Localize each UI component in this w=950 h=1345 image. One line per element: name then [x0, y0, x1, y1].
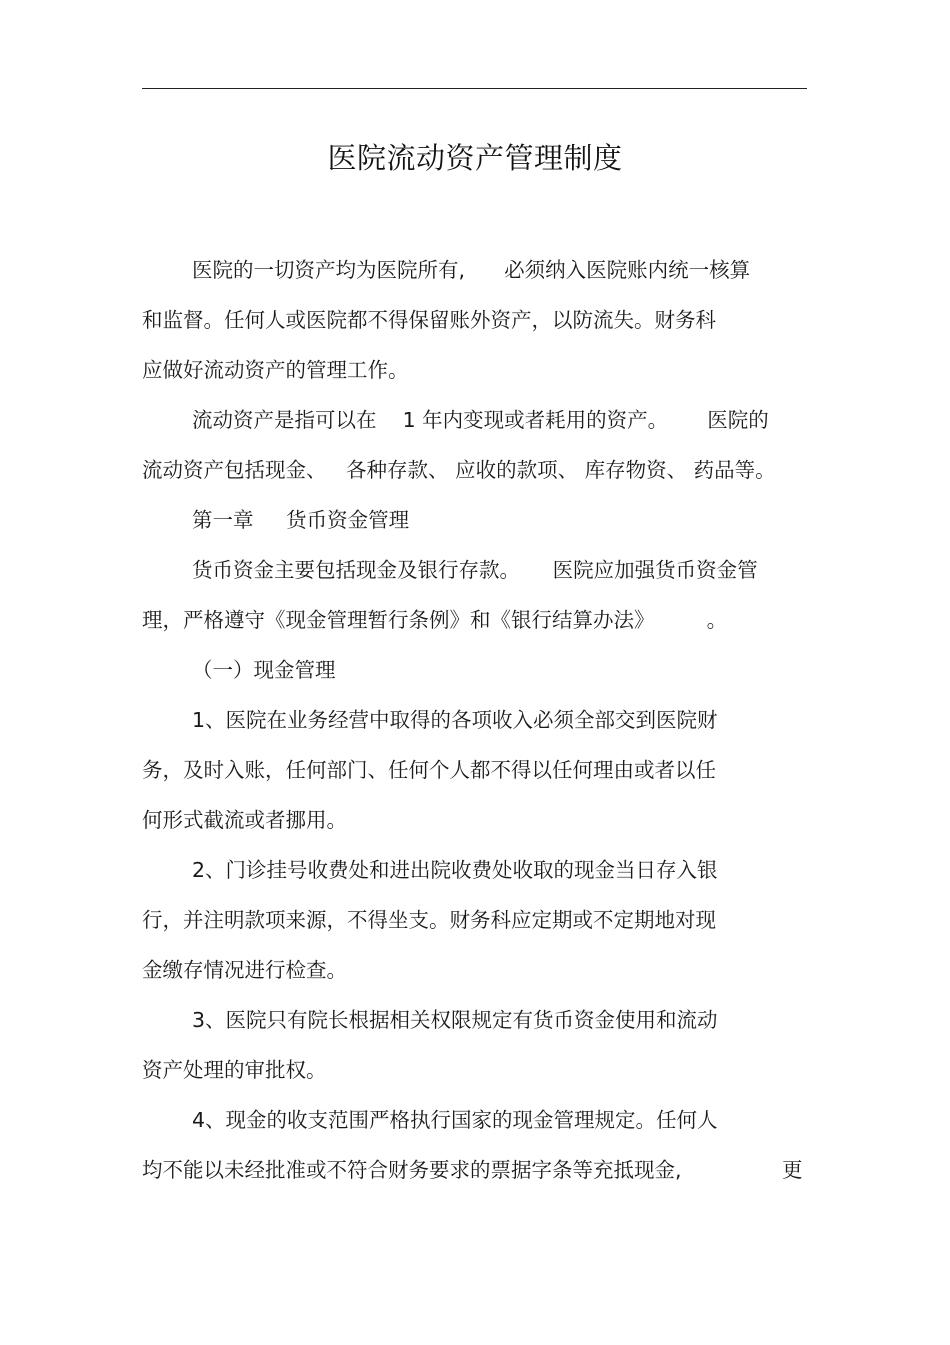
item-3-line-2: 资产处理的审批权。: [142, 1058, 327, 1082]
paragraph-3-line-1: 货币资金主要包括现金及银行存款。 医院应加强货币资金管: [192, 558, 758, 582]
item-1-line-3: 何形式截流或者挪用。: [142, 808, 347, 832]
paragraph-2-line-2: 流动资产包括现金、 各种存款、 应收的款项、 库存物资、 药品等。: [142, 458, 776, 482]
item-4-line-1: 4、现金的收支范围严格执行国家的现金管理规定。任何人: [192, 1108, 718, 1132]
document-title: 医院流动资产管理制度: [327, 141, 623, 175]
item-2-line-1: 2、门诊挂号收费处和进出院收费处收取的现金当日存入银: [192, 858, 718, 882]
item-2-line-3: 金缴存情况进行检查。: [142, 958, 347, 982]
section-heading: （一）现金管理: [192, 658, 336, 682]
paragraph-1-line-3: 应做好流动资产的管理工作。: [142, 358, 409, 382]
item-1-line-2: 务，及时入账，任何部门、任何个人都不得以任何理由或者以任: [142, 758, 716, 782]
paragraph-3-line-2: 理，严格遵守《现金管理暂行条例》和《银行结算办法》 。: [142, 608, 728, 632]
item-4-line-2-end: 更: [782, 1158, 803, 1182]
item-3-line-1: 3、医院只有院长根据相关权限规定有货币资金使用和流动: [192, 1008, 718, 1032]
chapter-heading: 第一章 货币资金管理: [192, 508, 410, 532]
item-4-line-2: 均不能以未经批准或不符合财务要求的票据字条等充抵现金,: [142, 1158, 682, 1182]
item-1-line-1: 1、医院在业务经营中取得的各项收入必须全部交到医院财: [192, 708, 718, 732]
paragraph-1-line-1: 医院的一切资产均为医院所有, 必须纳入医院账内统一核算: [192, 258, 751, 282]
paragraph-1-line-2: 和监督。任何人或医院都不得保留账外资产，以防流失。财务科: [142, 308, 716, 332]
header-rule: [142, 88, 807, 89]
item-2-line-2: 行，并注明款项来源，不得坐支。财务科应定期或不定期地对现: [142, 908, 716, 932]
paragraph-2-line-1: 流动资产是指可以在 1 年内变现或者耗用的资产。 医院的: [192, 408, 769, 432]
